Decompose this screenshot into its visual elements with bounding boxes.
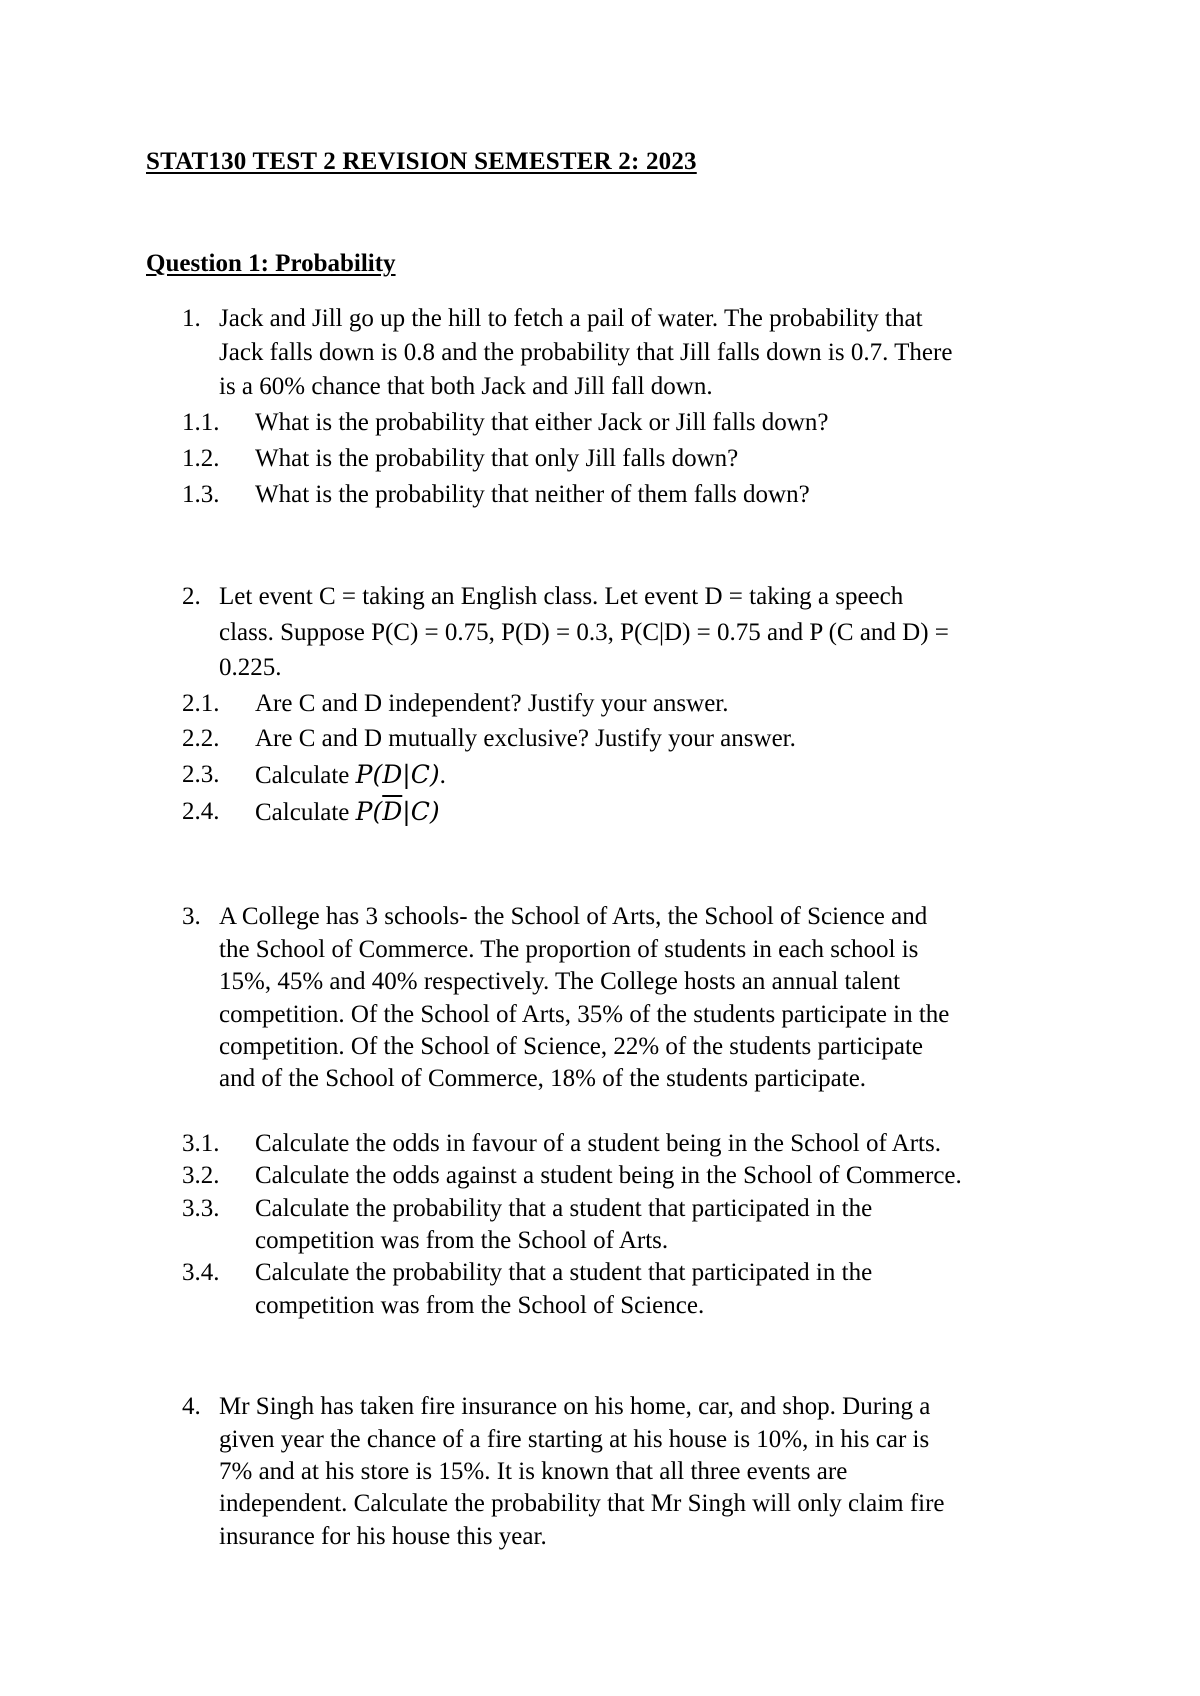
math-variable: D — [382, 760, 403, 789]
sub-question-text: Calculate the odds in favour of a student being in the School of Arts. — [255, 1130, 941, 1157]
question-number: 1. — [182, 305, 201, 332]
sub-question-text: Calculate the probability that a student that participated in the — [255, 1195, 873, 1222]
sub-question-number: 1.3. — [182, 481, 220, 508]
sub-question-text: competition was from the School of Arts. — [255, 1227, 669, 1254]
sub-question-number: 2.4. — [182, 798, 220, 825]
question-text: insurance for his house this year. — [219, 1523, 547, 1550]
math-expression — [356, 797, 440, 826]
section-heading: Question 1: Probability — [146, 250, 396, 277]
question-text: Let event C = taking an English class. Let event D = taking a speech — [219, 583, 904, 610]
question-text: class. Suppose P(C) = 0.75, P(D) = 0.3, P(C|D) = 0.75 and P (C and D) = — [219, 619, 949, 646]
sub-question-text: Are C and D independent? Justify your answer. — [255, 690, 729, 717]
sub-question-number: 3.4. — [182, 1259, 220, 1286]
math-open: P( — [355, 797, 383, 826]
math-close: |C) — [402, 760, 440, 789]
question-text: Mr Singh has taken fire insurance on his home, car, and shop. During a — [219, 1393, 931, 1420]
calculate-word: Calculate — [255, 799, 356, 826]
sub-question-number: 2.3. — [182, 761, 220, 788]
calculate-word: Calculate — [255, 762, 356, 789]
question-text: 7% and at his store is 15%. It is known that all three events are — [219, 1458, 848, 1485]
question-text: competition. Of the School of Arts, 35% of the students participate in the — [219, 1001, 950, 1028]
sub-question-number: 2.1. — [182, 690, 220, 717]
math-close: |C) — [402, 797, 440, 826]
sub-question-number: 3.1. — [182, 1130, 220, 1157]
question-text: 0.225. — [219, 654, 282, 681]
sub-question-number: 3.3. — [182, 1195, 220, 1222]
sub-question-text: Calculate the odds against a student being in the School of Commerce. — [255, 1162, 962, 1189]
sub-question-number: 1.2. — [182, 445, 220, 472]
sub-question-text: Calculate the probability that a student that participated in the — [255, 1259, 873, 1286]
question-text: A College has 3 schools- the School of Arts, the School of Science and — [219, 903, 928, 930]
document-title: STAT130 TEST 2 REVISION SEMESTER 2: 2023 — [146, 148, 697, 175]
math-complement-variable: $\overline{D}$ — [382, 797, 403, 826]
sub-question-text — [255, 796, 440, 829]
sub-question-text: Are C and D mutually exclusive? Justify your answer. — [255, 725, 796, 752]
question-text: given year the chance of a fire starting at his house is 10%, in his car is — [219, 1426, 930, 1453]
sub-question-text: What is the probability that either Jack or Jill falls down? — [255, 409, 829, 436]
question-number: 4. — [182, 1393, 201, 1420]
sub-question-text: What is the probability that neither of them falls down? — [255, 481, 810, 508]
question-text: competition. Of the School of Science, 22% of the students participate — [219, 1033, 923, 1060]
question-text: Jack falls down is 0.8 and the probability that Jill falls down is 0.7. There — [219, 339, 953, 366]
question-text: Jack and Jill go up the hill to fetch a pail of water. The probability that — [219, 305, 923, 332]
question-number: 2. — [182, 583, 201, 610]
question-number: 3. — [182, 903, 201, 930]
math-open: P( — [355, 760, 383, 789]
math-expression — [356, 760, 440, 789]
sub-question-number: 3.2. — [182, 1162, 220, 1189]
sub-question-number: 1.1. — [182, 409, 220, 436]
question-text: is a 60% chance that both Jack and Jill fall down. — [219, 373, 713, 400]
question-text: and of the School of Commerce, 18% of the students participate. — [219, 1065, 867, 1092]
question-text: 15%, 45% and 40% respectively. The College hosts an annual talent — [219, 968, 901, 995]
sub-question-text: competition was from the School of Science. — [255, 1292, 705, 1319]
sub-question-text: What is the probability that only Jill falls down? — [255, 445, 739, 472]
period: . — [439, 762, 446, 789]
sub-question-number: 2.2. — [182, 725, 220, 752]
sub-question-text — [255, 759, 446, 792]
question-text: the School of Commerce. The proportion of students in each school is — [219, 936, 919, 963]
question-text: independent. Calculate the probability that Mr Singh will only claim fire — [219, 1490, 945, 1517]
